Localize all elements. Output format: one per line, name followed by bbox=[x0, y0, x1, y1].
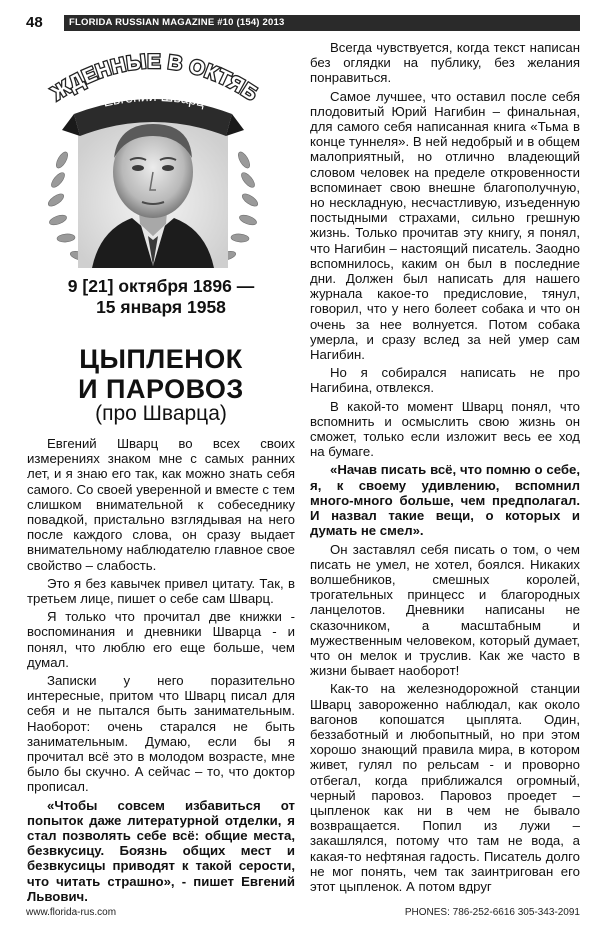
page-number: 48 bbox=[26, 14, 43, 31]
quote-paragraph: «Чтобы совсем избавиться от попыток даже литературной отделки, я стал позволять себе всё: общие места, безвкусицу. Боязнь общих мест и безвкусицы приводят к такой серости, что читать страшно», - пишет Евгений Львович. bbox=[27, 797, 295, 904]
svg-text:Евгений Шварц bbox=[102, 88, 207, 110]
article-subtitle: (про Шварца) bbox=[95, 402, 227, 425]
birth-date-line: 9 [21] октября 1896 — bbox=[67, 276, 255, 296]
page-header bbox=[26, 14, 580, 32]
paragraph: Он заставлял себя писать о том, о чем писать не умел, не хотел, боялся. Никаких волшебников, смешных королей, трогательных принцесс и благородных ланцелотов. Дневники написаны не сказочником, а масштабным и мужественным человеком, который думает, что он мелок и труслив. Как же часто в жизни бывает наоборот! bbox=[310, 541, 580, 679]
article-title bbox=[26, 344, 296, 404]
badge-name-text: Евгений Шварц bbox=[101, 87, 207, 110]
title-line-1: ЦЫПЛЕНОК bbox=[79, 344, 243, 374]
title-line-2: И ПАРОВОЗ bbox=[78, 374, 244, 404]
paragraph: Но я собирался написать не про Нагибина, отвлекся. bbox=[310, 365, 580, 396]
paragraph: В какой-то момент Шварц понял, что вспомнить и осмыслить свою жизнь он сможет, только если изложит весь ее ход на бумаге. bbox=[310, 398, 580, 460]
paragraph: Самое лучшее, что оставил после себя плодовитый Юрий Нагибин – финальная, для самого себя написанная книга «Тьма в конце туннеля». В ней недобрый и в общем малоприятный, но отлично владеющий словом человек на пределе откровенности вспоминает свою внешне благополучную, но нескладную, несчастливую, изъеденную постыдными страхами, сильно грешную жизнь. Только прочитав эту книгу, я понял, что Нагибин – настоящий писатель. Заодно вспомнилось, каким он был в последние дни. Должен был написать для нашего журнала какое-то предисловие, тянул, говорил, что у него болеет собака и что он очень за нее волнуется. Потом собака умерла, и сразу вслед за ней умер сам Нагибин. bbox=[310, 88, 580, 363]
paragraph: Евгений Шварц во всех своих измерениях знаком мне с самых ранних лет, и я знаю его так, как можно знать себя самого. Со своей уверенной и вместе с тем слишком внимательной к собеседнику повадкой, пристально взглядывая на него после каждого слова, он сразу выдает внимательному наблюдателю главное свое свойство – слабость. bbox=[27, 436, 295, 573]
life-dates bbox=[26, 276, 296, 318]
paragraph: Как-то на железнодорожной станции Шварц завороженно наблюдал, как около вагонов копошатся цыплята. Один, беззаботный и любопытный, но при этом хорошо знающий правила мира, в котором живет, гулял по рельсам - и проворно отбегал, когда приближался огромный, черный паровоз. Паровоз проедет – цыпленок как ни в чем не бывало возвращается. Попил из лужи – закашлялся, потому что там не вода, а какая-то нефтяная гадость. Писатель долго не мог понять, чем так заинтригован его этот цыпленок. А потом вдруг bbox=[310, 681, 580, 894]
badge-arc-text: ЖДЕННЫЕ В ОКТЯБ bbox=[48, 50, 262, 106]
quote-paragraph: «Начав писать всё, что помню о себе, я, к своему удивлению, вспомнил много-много больше, чем предполагал. И назвал такие вещи, о которых и думать не смел». bbox=[310, 462, 580, 539]
website-url: www.florida-rus.com bbox=[26, 907, 117, 918]
left-text-column bbox=[27, 436, 295, 904]
birth-month-badge bbox=[44, 38, 264, 116]
badge-arc bbox=[44, 38, 264, 116]
paragraph: Записки у него поразительно интересные, притом что Шварц писал для себя и не пытался быть занимательным. Наоборот: очень старался не быть занимательным. Думаю, если бы я прочитал всё это в молодом возрасте, мне было бы скучно. А сейчас – то, что доктор прописал. bbox=[27, 673, 295, 795]
paragraph: Всегда чувствуется, когда текст написан без оглядки на публику, без желания понравиться. bbox=[310, 40, 580, 86]
right-text-column bbox=[310, 40, 580, 894]
page-footer bbox=[26, 906, 580, 920]
paragraph: Это я без кавычек привел цитату. Так, в третьем лице, пишет о себе сам Шварц. bbox=[27, 575, 295, 607]
magazine-banner: FLORIDA RUSSIAN MAGAZINE #10 (154) 2013 bbox=[64, 15, 580, 31]
paragraph: Я только что прочитал две книжки - воспоминания и дневники Шварца - и понял, что люблю его еще больше, чем думал. bbox=[27, 609, 295, 670]
death-date-line: 15 января 1958 bbox=[96, 297, 226, 317]
phone-numbers: PHONES: 786-252-6616 305-343-2091 bbox=[404, 907, 580, 918]
